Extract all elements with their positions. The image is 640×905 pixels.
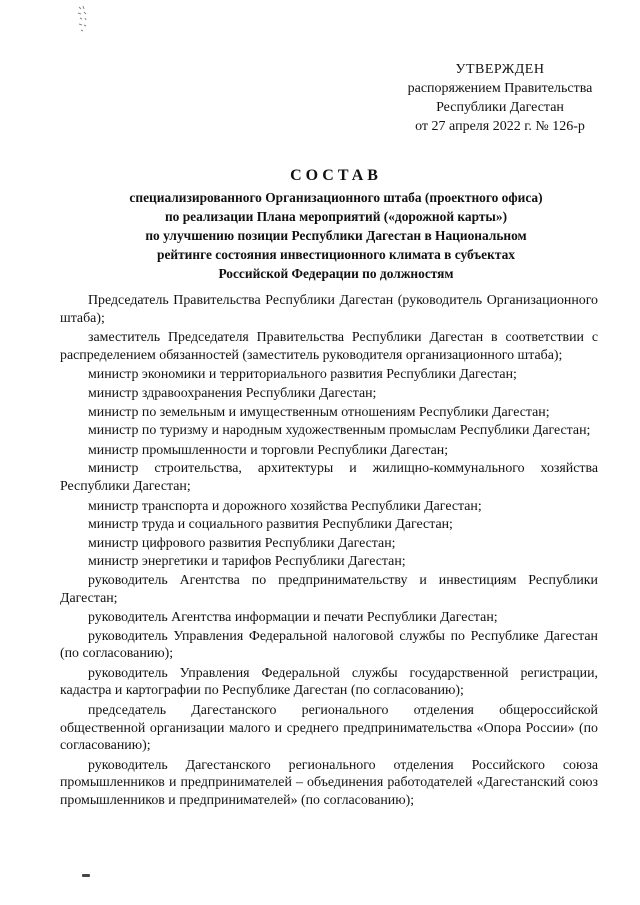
- document-heading: [60, 166, 612, 283]
- members-list: [60, 292, 598, 812]
- scan-artifact-dot: [82, 874, 90, 877]
- member-item: министр строительства, архитектуры и жилищно-коммунального хозяйства Республики Дагестан;: [60, 461, 598, 494]
- member-item: министр энергетики и тарифов Республики Дагестан;: [88, 554, 406, 570]
- approval-line-3: от 27 апреля 2022 г. № 126-р: [415, 119, 585, 134]
- member-item: министр по земельным и имущественным отношениям Республики Дагестан;: [88, 404, 550, 420]
- approval-stamp: [380, 60, 620, 136]
- approval-line-1: распоряжением Правительства: [407, 81, 593, 96]
- document-title: СОСТАВ: [290, 167, 382, 184]
- member-item: министр здравоохранения Республики Дагестан;: [88, 385, 377, 401]
- member-item: руководитель Дагестанского регионального отделения Российского союза промышленников и предпринимателей – объединения работодателей «Дагестанский союз промышленников и предпринимателей» (по согласованию);: [60, 757, 598, 809]
- member-item: руководитель Агентства информации и печати Республики Дагестан;: [88, 610, 498, 626]
- heading-line: рейтинге состояния инвестиционного климата в субъектах: [157, 247, 515, 262]
- member-item: министр промышленности и торговли Республики Дагестан;: [88, 442, 449, 458]
- member-item: министр по туризму и народным художественным промыслам Республики Дагестан;: [88, 423, 591, 439]
- approval-title: УТВЕРЖДЕН: [455, 62, 545, 77]
- member-item: Председатель Правительства Республики Дагестан (руководитель Организационного штаба);: [60, 293, 598, 326]
- member-item: руководитель Управления Федеральной службы государственной регистрации, кадастра и картографии по Республике Дагестан (по согласованию);: [60, 665, 598, 699]
- member-item: председатель Дагестанского регионального отделения общероссийской общественной организации малого и среднего предпринимательства «Опора России» (по согласованию);: [60, 703, 598, 754]
- scan-artifact-mark: [74, 4, 100, 34]
- member-item: руководитель Агентства по предпринимательству и инвестициям Республики Дагестан;: [60, 572, 598, 606]
- heading-line: Российской Федерации по должностям: [218, 266, 454, 281]
- approval-line-2: Республики Дагестан: [436, 100, 564, 115]
- heading-line: по улучшению позиции Республики Дагестан в Национальном: [145, 228, 527, 243]
- heading-line: специализированного Организационного штаба (проектного офиса): [129, 190, 543, 205]
- member-item: министр транспорта и дорожного хозяйства Республики Дагестан;: [88, 498, 482, 514]
- member-item: министр экономики и территориального развития Республики Дагестан;: [88, 367, 517, 383]
- heading-line: по реализации Плана мероприятий («дорожной карты»): [164, 209, 508, 224]
- member-item: министр труда и социального развития Республики Дагестан;: [88, 517, 453, 533]
- member-item: министр цифрового развития Республики Дагестан;: [88, 535, 396, 551]
- member-item: заместитель Председателя Правительства Республики Дагестан в соответствии с распределением обязанностей (заместитель руководителя организационного штаба);: [60, 330, 598, 363]
- member-item: руководитель Управления Федеральной налоговой службы по Республике Дагестан (по согласованию);: [60, 628, 598, 662]
